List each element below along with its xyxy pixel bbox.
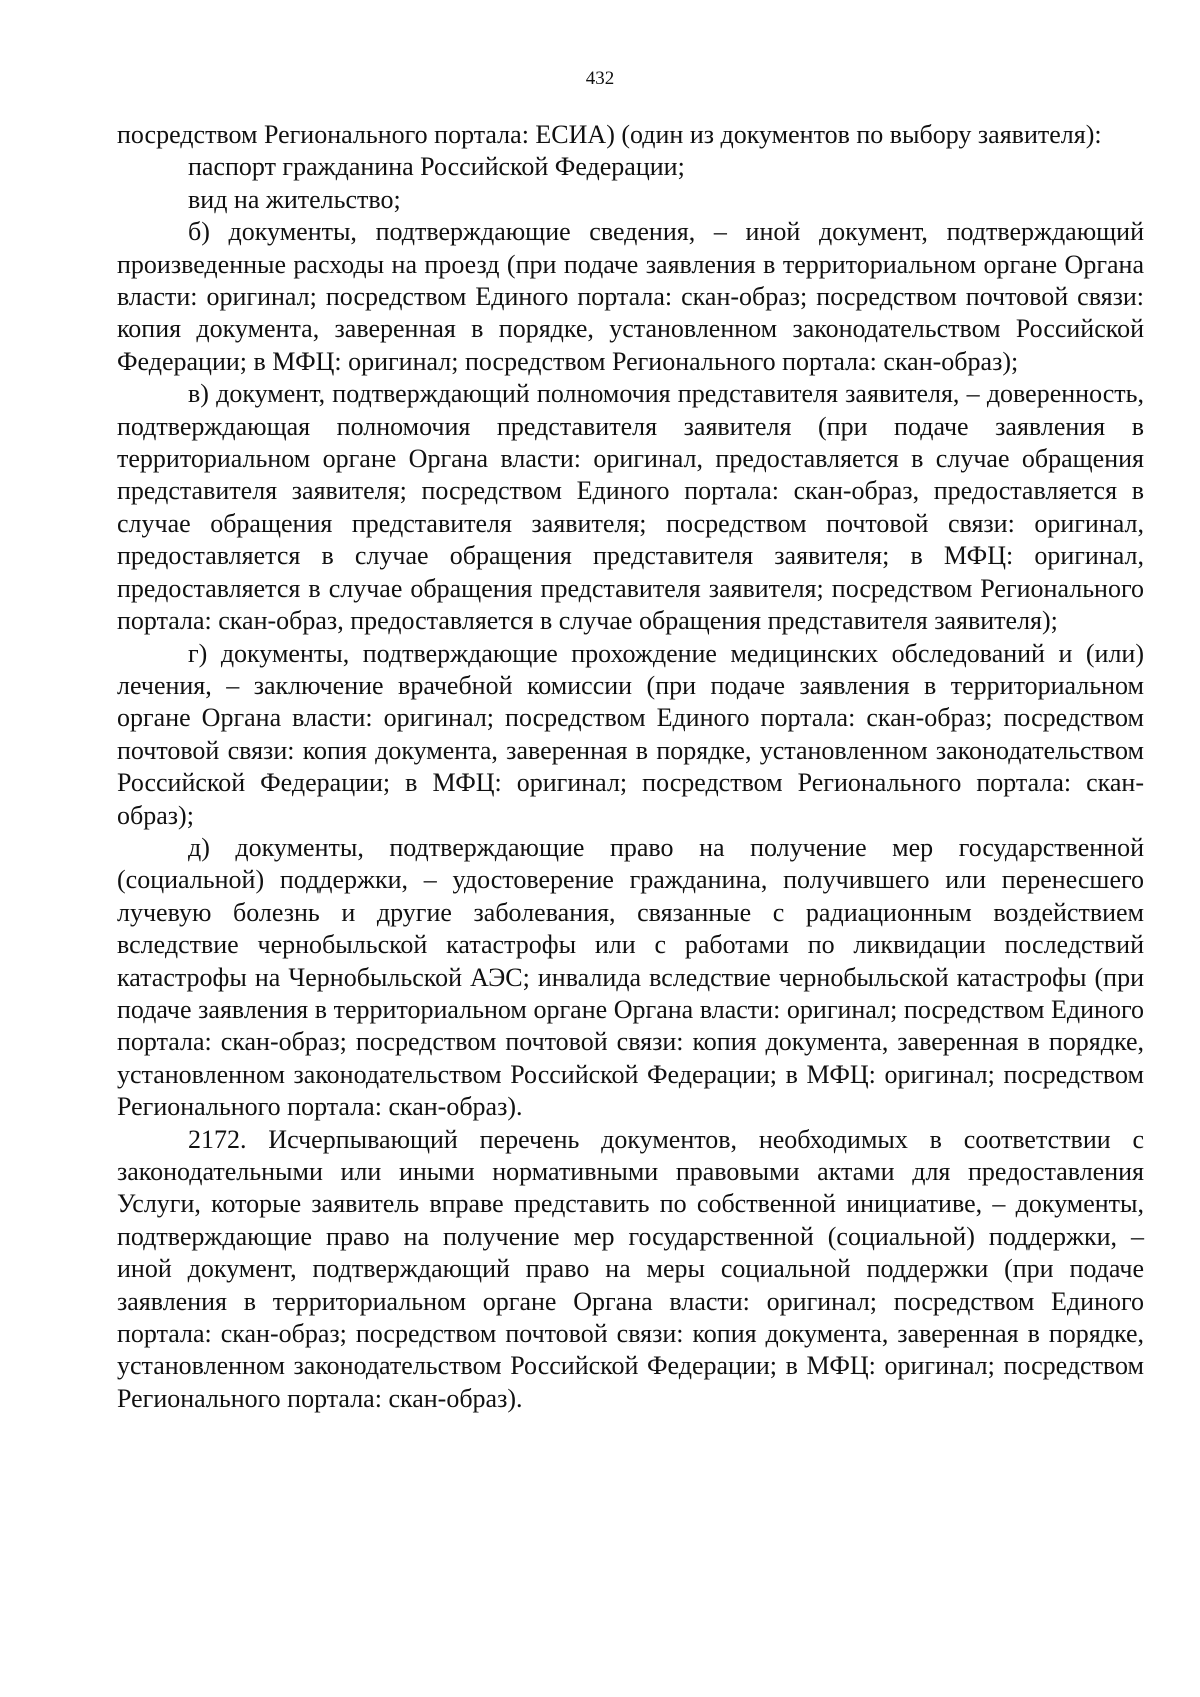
paragraph-item-d: д) документы, подтверждающие право на получение мер государственной (социальной) поддержки, – удостоверение гражданина, получившего или перенесшего лучевую болезнь и другие заболевания, связанные с радиационным воздействием вследствие чернобыльской катастрофы или с работами по ликвидации последствий катастрофы на Чернобыльской АЭС; инвалида вследствие чернобыльской катастрофы (при подаче заявления в территориальном органе Органа власти: оригинал; посредством Единого портала: скан-образ; посредством почтовой связи: копия документа, заверенная в порядке, установленном законодательством Российской Федерации; в МФЦ: оригинал; посредством Регионального портала: скан-образ).	[117, 832, 1144, 1122]
paragraph-item-g: г) документы, подтверждающие прохождение медицинских обследований и (или) лечения, – заключение врачебной комиссии (при подаче заявления в территориальном органе Органа власти: оригинал; посредством Единого портала: скан-образ; посредством почтовой связи: копия документа, заверенная в порядке, установленном законодательством Российской Федерации; в МФЦ: оригинал; посредством Регионального портала: скан-образ);	[117, 638, 1144, 830]
paragraph-passport: паспорт гражданина Российской Федерации;	[188, 152, 685, 182]
paragraph-item-b: б) документы, подтверждающие сведения, – иной документ, подтверждающий произведенные расходы на проезд (при подаче заявления в территориальном органе Органа власти: оригинал; посредством Единого портала: скан-образ; посредством почтовой связи: копия документа, заверенная в порядке, установленном законодательством Российской Федерации; в МФЦ: оригинал; посредством Регионального портала: скан-образ);	[117, 217, 1144, 376]
paragraph-residence-permit: вид на жительство;	[188, 184, 401, 214]
document-body	[117, 119, 1144, 1415]
paragraph-2172: 2172. Исчерпывающий перечень документов, необходимых в соответствии с законодательными или иными нормативными правовыми актами для предоставления Услуги, которые заявитель вправе представить по собственной инициативе, – документы, подтверждающие право на получение мер государственной (социальной) поддержки, – иной документ, подтверждающий право на меры социальной поддержки (при подаче заявления в территориальном органе Органа власти: оригинал; посредством Единого портала: скан-образ; посредством почтовой связи: копия документа, заверенная в порядке, установленном законодательством Российской Федерации; в МФЦ: оригинал; посредством Регионального портала: скан-образ).	[117, 1124, 1144, 1413]
paragraph-item-v: в) документ, подтверждающий полномочия представителя заявителя, – доверенность, подтверждающая полномочия представителя заявителя (при подаче заявления в территориальном органе Органа власти: оригинал, предоставляется в случае обращения представителя заявителя; посредством Единого портала: скан-образ, предоставляется в случае обращения представителя заявителя; посредством почтовой связи: оригинал, предоставляется в случае обращения представителя заявителя; в МФЦ: оригинал, предоставляется в случае обращения представителя заявителя; посредством Регионального портала: скан-образ, предоставляется в случае обращения представителя заявителя);	[117, 379, 1144, 636]
paragraph-esia-continuation: посредством Регионального портала: ЕСИА) (один из документов по выбору заявителя):	[117, 120, 1102, 149]
page-number: 432	[585, 68, 615, 89]
